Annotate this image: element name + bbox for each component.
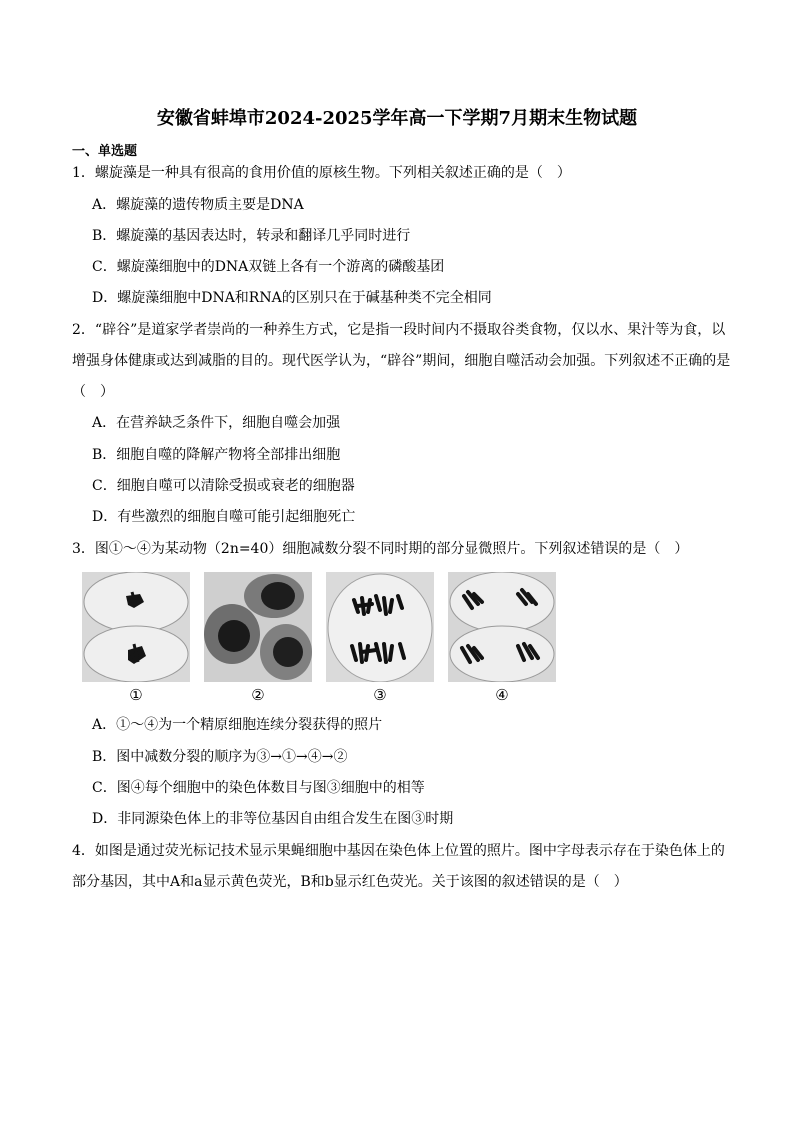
question-3-option-d: D．非同源染色体上的非等位基因自由组合发生在图③时期 [92, 811, 454, 827]
question-4-stem-line-2: 部分基因，其中A和a显示黄色荧光，B和b显示红色荧光。关于该图的叙述错误的是（ ） [72, 874, 628, 890]
question-3-stem: 3．图①～④为某动物（2n=40）细胞减数分裂不同时期的部分显微照片。下列叙述错误的是（ ） [72, 541, 689, 557]
question-3-option-b: B．图中减数分裂的顺序为③→①→④→② [92, 749, 348, 765]
micrograph-2 [204, 572, 312, 682]
question-2-stem-line-3: （ ） [72, 384, 114, 400]
micrograph-3 [326, 572, 434, 682]
question-2-option-b: B．细胞自噬的降解产物将全部排出细胞 [92, 447, 341, 463]
question-2-option-d: D．有些激烈的细胞自噬可能引起细胞死亡 [92, 509, 356, 525]
figure-label-1: ① [129, 686, 143, 704]
question-4-stem-line-1: 4．如图是通过荧光标记技术显示果蝇细胞中基因在染色体上位置的照片。图中字母表示存在于染色体上的 [72, 843, 725, 859]
figure-label-2: ② [251, 686, 265, 704]
question-1-option-c: C．螺旋藻细胞中的DNA双链上各有一个游离的磷酸基团 [92, 259, 445, 275]
question-3-option-a: A．①～④为一个精原细胞连续分裂获得的照片 [92, 717, 383, 733]
question-3-option-c: C．图④每个细胞中的染色体数目与图③细胞中的相等 [92, 780, 425, 796]
micrograph-4 [448, 572, 556, 682]
question-2-stem-line-2: 增强身体健康或达到减脂的目的。现代医学认为，“辟谷”期间，细胞自噬活动会加强。下列叙述不正确的是 [72, 353, 731, 369]
figure-label-4: ④ [495, 686, 509, 704]
micrograph-1 [82, 572, 190, 682]
figure-label-3: ③ [373, 686, 387, 704]
micrograph-figures [82, 572, 562, 712]
question-1-option-b: B．螺旋藻的基因表达时，转录和翻译几乎同时进行 [92, 228, 411, 244]
question-2-stem-line-1: 2．“辟谷”是道家学者崇尚的一种养生方式，它是指一段时间内不摄取谷类食物，仅以水、果汁等为食，以 [72, 322, 726, 338]
question-2-option-c: C．细胞自噬可以清除受损或衰老的细胞器 [92, 478, 355, 494]
section-heading: 一、单选题 [72, 144, 138, 159]
question-2-option-a: A．在营养缺乏条件下，细胞自噬会加强 [92, 415, 341, 431]
question-1-option-d: D．螺旋藻细胞中DNA和RNA的区别只在于碱基种类不完全相同 [92, 290, 492, 306]
question-1-option-a: A．螺旋藻的遗传物质主要是DNA [92, 197, 304, 213]
question-1-stem: 1．螺旋藻是一种具有很高的食用价值的原核生物。下列相关叙述正确的是（ ） [72, 165, 571, 181]
exam-title: 安徽省蚌埠市2024-2025学年高一下学期7月期末生物试题 [156, 108, 638, 129]
